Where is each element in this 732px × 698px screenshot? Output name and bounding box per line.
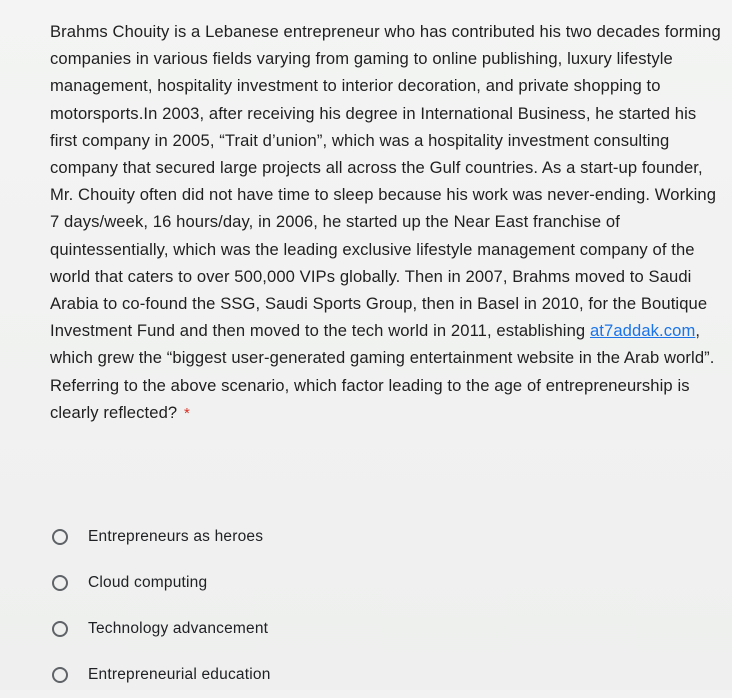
required-asterisk: * <box>183 404 190 422</box>
option-label: Entrepreneurial education <box>88 666 271 683</box>
radio-button-icon[interactable] <box>52 529 68 545</box>
option-label: Technology advancement <box>88 620 269 637</box>
website-link[interactable]: at7addak.com <box>589 321 696 341</box>
option-label: Cloud computing <box>88 574 208 591</box>
option-cloud-computing[interactable] <box>52 560 652 606</box>
question-text <box>50 18 722 427</box>
option-technology-advancement[interactable] <box>52 606 652 652</box>
radio-button-icon[interactable] <box>52 575 68 591</box>
radio-button-icon[interactable] <box>52 667 68 683</box>
radio-button-icon[interactable] <box>52 621 68 637</box>
question-text-before-link: Brahms Chouity is a Lebanese entrepreneur who has contributed his two decades forming companies in various fields varying from gaming to online publishing, luxury lifestyle management, hospitality investment to interior decoration, and private shopping to motorsports.In 2003, after receiving his degree in International Business, he started his first company in 2005, “Trait d’union”, which was a hospitality investment consulting company that secured large projects all across the Gulf countries. As a start-up founder, Mr. Chouity often did not have time to sleep because his work was never-ending. Working 7 days/week, 16 hours/day, in 2006, he started up the Near East franchise of quintessentially, which was the leading exclusive lifestyle management company of the world that caters to over 500,000 VIPs globally. Then in 2007, Brahms moved to Saudi Arabia to co-found the SSG, Saudi Sports Group, then in Basel in 2010, for the Boutique Investment Fund and then moved to the tech world in 2011, establishing <box>50 22 721 341</box>
option-entrepreneurial-education[interactable] <box>52 652 652 698</box>
option-entrepreneurs-as-heroes[interactable] <box>52 514 652 560</box>
option-label: Entrepreneurs as heroes <box>88 528 264 545</box>
answer-options <box>52 514 652 698</box>
question-text-after-link: , which grew the “biggest user-generated gaming entertainment website in the Arab world”. Referring to the above scenario, which factor leading to the age of entrepreneurship is clearly reflected? <box>50 321 715 422</box>
